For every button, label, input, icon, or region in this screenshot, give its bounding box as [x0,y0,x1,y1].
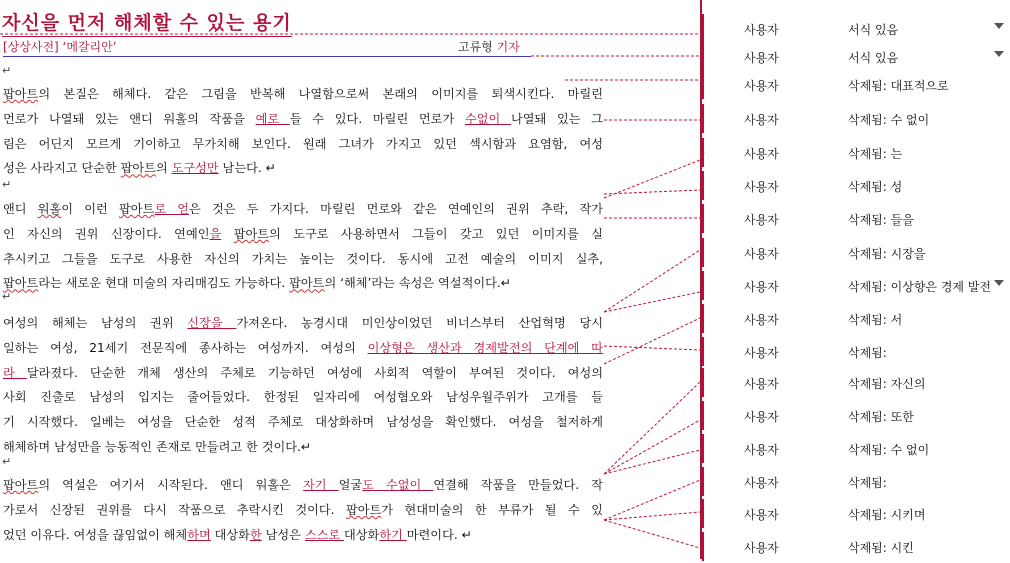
comment-text: 삭제됨: 이상향은 경제 발전 [848,280,991,294]
inserted-text: 하기 [379,527,407,542]
paragraph-mark: ↵ [2,64,12,77]
text-run: 남는다. ↵ [218,161,276,176]
comments-pane [702,0,1010,559]
inserted-text: 예로 [255,111,290,126]
balloon-marker [702,434,704,463]
balloon-marker [702,337,704,366]
comment-balloon[interactable] [702,136,1010,169]
comment-text: 삭제됨: 자신의 [848,377,926,391]
paragraph-mark: ↵ [2,455,12,468]
text-run: 앤디 [3,202,38,216]
spelling-flag: 팝아트 [233,226,270,241]
paragraph-mark: ↵ [2,178,12,191]
inserted-text: 이상형은 생산과 경제발전의 단계에 따 [367,340,603,355]
text-run: 대상화 [210,527,250,542]
text-run: 성은 사라지고 단순한 [3,161,121,176]
text-run: 여성의 해체는 남성의 권위 [3,316,188,330]
balloon-marker [702,70,704,99]
text-run: 의 도구로 사용하면서 그들이 갖고 있던 이미지를 실 [269,226,604,241]
comment-text: 서식 있음 [848,23,899,37]
balloon-marker [702,401,704,430]
comment-author: 사용자 [744,377,779,391]
comment-author: 사용자 [744,280,779,294]
comment-author: 사용자 [744,247,779,261]
comment-balloon[interactable] [702,169,1010,202]
comment-balloon[interactable] [702,236,1010,269]
inserted-text: 로 얻 [154,202,190,216]
comment-text: 삭제됨: 대표적으로 [848,79,949,93]
text-line [3,473,603,498]
comment-balloon[interactable] [702,497,1010,530]
text-line [3,107,603,132]
text-run: 연결해 작품을 만들었다. 작 [433,478,603,492]
comment-text: 삭제됨: 시장을 [848,247,926,261]
inserted-text: 수없이 [464,111,511,126]
comment-text: 삭제됨: 시킨 [848,541,914,555]
comment-text: 삭제됨: [848,346,887,360]
text-run: 추시키고 그들을 도구로 사용한 자신의 가치는 높이는 것이다. 동시에 고전 예술의 이미지 실추, [3,251,603,266]
comment-author: 사용자 [744,508,779,522]
comment-balloon[interactable] [702,335,1010,368]
comment-author: 사용자 [744,180,779,194]
comment-balloon[interactable] [702,302,1010,335]
comment-balloon[interactable] [702,202,1010,235]
text-line [3,385,603,410]
inserted-text: 수없이 [386,478,434,492]
comment-text: 삭제됨: 성 [848,180,903,194]
text-run: 마련이다. ↵ [406,527,472,542]
section-tag: [상상사전] ‘메갈리안’ [3,40,117,54]
comment-text: 삭제됨: 수 없이 [848,443,930,457]
text-run: 의 본질은 해체다. 같은 그림을 반복해 나열함으로써 본래의 이미지를 퇴색시킨다. 마릴린 [38,87,603,101]
author-role: 기자 [496,40,520,54]
text-run: 해체하며 남성만을 능동적인 존재로 만들려고 한 것이다.↵ [3,439,312,454]
balloon-marker [702,204,704,233]
text-line [3,222,603,247]
comment-author: 사용자 [744,79,779,93]
comment-author: 사용자 [744,410,779,424]
text-line [3,410,603,435]
text-run: 가져온다. 농경시대 미인상이었던 비너스부터 산업혁명 당시 [236,316,603,330]
chevron-down-icon[interactable] [994,51,1004,57]
balloon-marker [702,368,704,397]
comment-text: 삭제됨: 들을 [848,213,914,227]
inserted-text: 을 [209,226,222,241]
text-line [3,361,603,386]
text-line [3,247,603,272]
text-run [221,227,233,241]
text-run: 가 현대미술의 한 부류가 될 수 있 [381,502,603,517]
comment-author: 사용자 [744,51,779,65]
spelling-flag: 팝아트 [3,478,39,492]
comment-balloon[interactable] [702,432,1010,465]
balloon-marker [702,171,704,200]
author: 고류형 기자 [458,40,520,54]
spelling-flag: 팝아트 [3,276,39,291]
comment-text: 삭제됨: 는 [848,147,903,161]
text-line [3,132,603,157]
comment-text: 삭제됨: 시키며 [848,508,926,522]
chevron-down-icon[interactable] [994,23,1004,29]
inserted-text: 라 [3,365,27,380]
text-line [3,197,603,222]
balloon-marker [702,532,704,561]
text-run: 의 역설은 여기서 시작된다. 앤디 워홀은 [38,478,303,492]
inserted-text: 하며 [187,527,211,542]
paragraph-mark: ↵ [2,290,12,303]
comment-author: 사용자 [744,346,779,360]
comment-author: 사용자 [744,313,779,327]
text-run: 대상화 [344,527,380,542]
balloon-marker [702,42,704,71]
inserted-text: 신장을 [187,316,237,330]
comment-text: 삭제됨: 또한 [848,410,914,424]
balloon-marker [702,271,704,300]
comment-author: 사용자 [744,147,779,161]
text-run: 었던 이유다. 여성을 끊임없이 해체 [3,527,188,542]
text-run: 나열돼 있는 그 [510,111,604,126]
paragraph [3,82,603,181]
comment-balloon[interactable] [702,269,1010,302]
balloon-marker [702,138,704,167]
spelling-flag: 팝아트 [3,87,39,101]
comment-author: 사용자 [744,113,779,127]
inserted-text: 도구성만 [171,161,219,176]
spelling-flag: 팝아트 [289,276,325,291]
comment-balloon[interactable] [702,530,1010,563]
comment-author: 사용자 [744,476,779,490]
spelling-flag: 워홀 [37,202,62,216]
text-run: 먼로가 나열돼 있는 앤디 워홀의 작품을 [3,111,256,126]
text-run: 남성은 [261,527,305,542]
article-byline [3,38,531,57]
text-run: 얼굴 [338,478,363,492]
balloon-marker [702,14,704,43]
comment-author: 사용자 [744,541,779,555]
comment-balloon[interactable] [702,68,1010,101]
spelling-flag: 팝아트 [120,161,156,176]
text-line [3,156,603,181]
paragraph [3,197,603,296]
text-run: 기 시작했다. 일베는 여성을 단순한 성적 주체로 대상화하며 남성성을 확인했다. 여성을 철저하게 [3,415,603,430]
comment-balloon[interactable] [702,399,1010,432]
text-line [3,271,603,296]
text-line [3,435,603,460]
paragraph [3,473,603,547]
inserted-text: 도 [362,478,386,492]
text-line [3,498,603,523]
text-line [3,523,603,548]
text-run: 인 자신의 권위 신장이다. 연예인 [3,226,210,241]
text-line [3,82,603,107]
text-run: 가로서 신장된 권위를 다시 작품으로 추락시킨 것이다. [3,502,346,517]
comment-author: 사용자 [744,23,779,37]
text-run: 들 수 있다. 마릴린 먼로가 [289,111,465,126]
comment-balloon[interactable] [702,102,1010,135]
inserted-text: 스스로 [304,527,345,542]
comment-text: 삭제됨: 수 없이 [848,113,930,127]
text-run: 일하는 여성, 21세기 전문직에 종사하는 여성까지. 여성의 [3,340,368,355]
text-line [3,336,603,361]
text-run: 사회 진출로 남성의 입지는 줄어들었다. 한정된 일자리에 여성혐오와 남성우월주위가 고개를 들 [3,390,603,405]
comment-text: 서식 있음 [848,51,899,65]
text-run: 라는 새로운 현대 미술의 자리매김도 가능하다. [38,276,290,291]
comment-text: 삭제됨: [848,476,887,490]
balloon-marker [702,499,704,528]
balloon-marker [702,467,704,496]
paragraph [3,311,603,460]
spelling-flag: 팝아트 [345,502,382,517]
text-run: 의 ‘해체’라는 속성은 역설적이다.↵ [324,276,511,291]
inserted-text: 자기 [302,478,339,492]
text-run: 달라졌다. 단순한 개체 생산의 주체로 기능하던 여성에 사회적 역할이 부여된 것이다. 여성의 [26,365,604,380]
text-line [3,311,603,336]
balloon-marker [702,238,704,267]
balloon-marker [702,104,704,133]
inserted-text: 한 [249,527,262,542]
comment-balloon[interactable] [702,465,1010,498]
comment-balloon[interactable] [702,366,1010,399]
text-run: 이 이런 [61,202,119,216]
text-run: 은 [189,202,201,216]
balloon-marker [702,304,704,333]
text-run: 것은 두 가지다. 마릴린 먼로와 같은 연예인의 권위 추락, 작가 [200,202,603,216]
comment-text: 삭제됨: 서 [848,313,903,327]
comment-author: 사용자 [744,443,779,457]
chevron-down-icon[interactable] [994,280,1004,286]
spelling-flag: 팝아트 [118,202,155,216]
text-run: 의 [155,161,172,176]
article-title: 자신을 먼저 해체할 수 있는 용기 [2,8,292,37]
comment-author: 사용자 [744,213,779,227]
text-run: 림은 어딘지 모르게 기이하고 무가치해 보인다. 원래 그녀가 가지고 있던 섹시함과 요염함, 여성 [3,136,603,151]
